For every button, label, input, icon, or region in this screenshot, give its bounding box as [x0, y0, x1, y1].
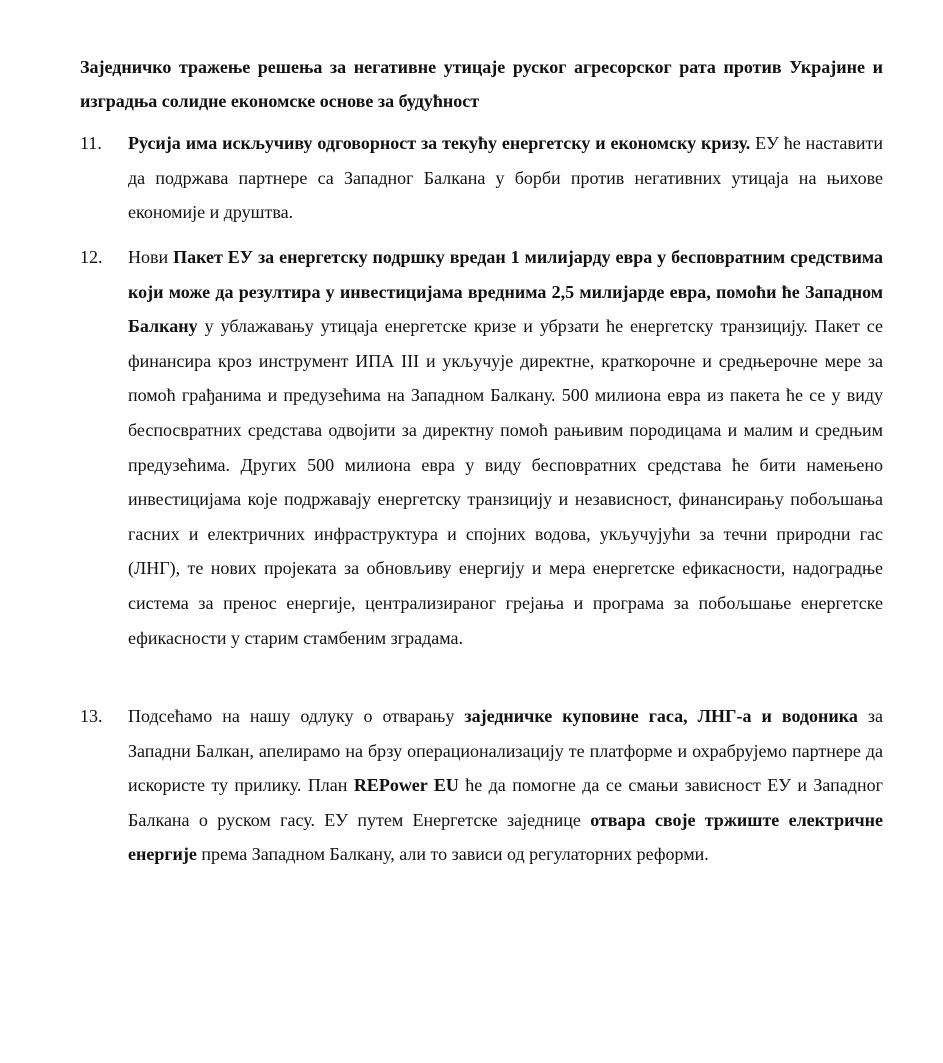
section-heading-line-2: Украјине и изградња солидне економске основе за будућност — [80, 57, 883, 111]
text-segment-bold: REPower EU — [353, 775, 459, 796]
paragraph-number: 11. — [80, 133, 102, 153]
text-segment-bold: Русија има искључиву одговорност за текућу енергетску и економску кризу. — [128, 133, 751, 153]
text-segment: за Западни Балкан, апелирамо на брзу операционализацију те платформе и охрабрујемо партнере да искористе ту прилику. План — [128, 706, 883, 796]
paragraph-number: 13. — [80, 706, 103, 726]
text-segment: ће да помогне да се смањи зависност ЕУ и Западног Балкана о руском гасу. ЕУ путем Енергетске заједнице — [128, 775, 883, 830]
text-segment-bold: отвара своје тржиште електричне енергије — [128, 809, 883, 865]
numbered-paragraph-12 — [80, 240, 883, 655]
text-segment: Нови — [128, 247, 174, 267]
text-segment: у ублажавању утицаја енергетске кризе и убрзати ће енергетску транзицију. Пакет се финансира кроз инструмент ИПА III и укључује директне, краткорочне и средњерочне мере за помоћ грађанима и предузећима на Западном Балкану. 500 милиона евра из пакета ће се у виду беспосвратних средстава одвојити за директну помоћ рањивим породицама и малим и средњим предузећима. Других 500 милиона евра у виду бесповратних средстава ће бити намењено инвестицијама које подржавају енергетску транзицију и независност, финансирању побољшања гасних и електричних инфраструктура и спојних водова, укључујући за течни природни гас (ЛНГ), те нових пројеката за обновљиву енергију и мера енергетске ефикасности, надоградње система за пренос енергије, централизираног грејања и програма за побољшање енергетске ефикасности у старим стамбеним зградама. — [128, 316, 883, 648]
paragraph-number: 12. — [80, 247, 103, 267]
paragraph-text — [128, 126, 883, 230]
paragraph-text — [128, 699, 883, 872]
section-heading — [80, 50, 883, 118]
text-segment: ЕУ ће наставити да подржава партнере са Западног Балкана у борби против негативних утицаја на њихове економије и друштва. — [128, 133, 883, 223]
numbered-paragraph-13 — [80, 699, 883, 872]
section-heading-line-1: Заједничко тражење решења за негативне утицаје руског агресорског рата против — [80, 57, 782, 77]
numbered-paragraph-11 — [80, 126, 883, 230]
text-segment: према Западном Балкану, али то зависи од регулаторних реформи. — [196, 844, 709, 865]
text-segment-bold: заједничке куповине гаса, ЛНГ-а и водоника — [464, 706, 858, 726]
text-segment: Подсећамо на нашу одлуку о отварању — [128, 706, 465, 726]
text-segment-bold: Пакет ЕУ за енергетску подршку вредан 1 милијарду евра у бесповратним средствима који може да резултира у инвестицијама вреднима 2,5 милијарде евра, помоћи ће Западном Балкану — [128, 247, 883, 337]
paragraph-text — [128, 240, 883, 655]
